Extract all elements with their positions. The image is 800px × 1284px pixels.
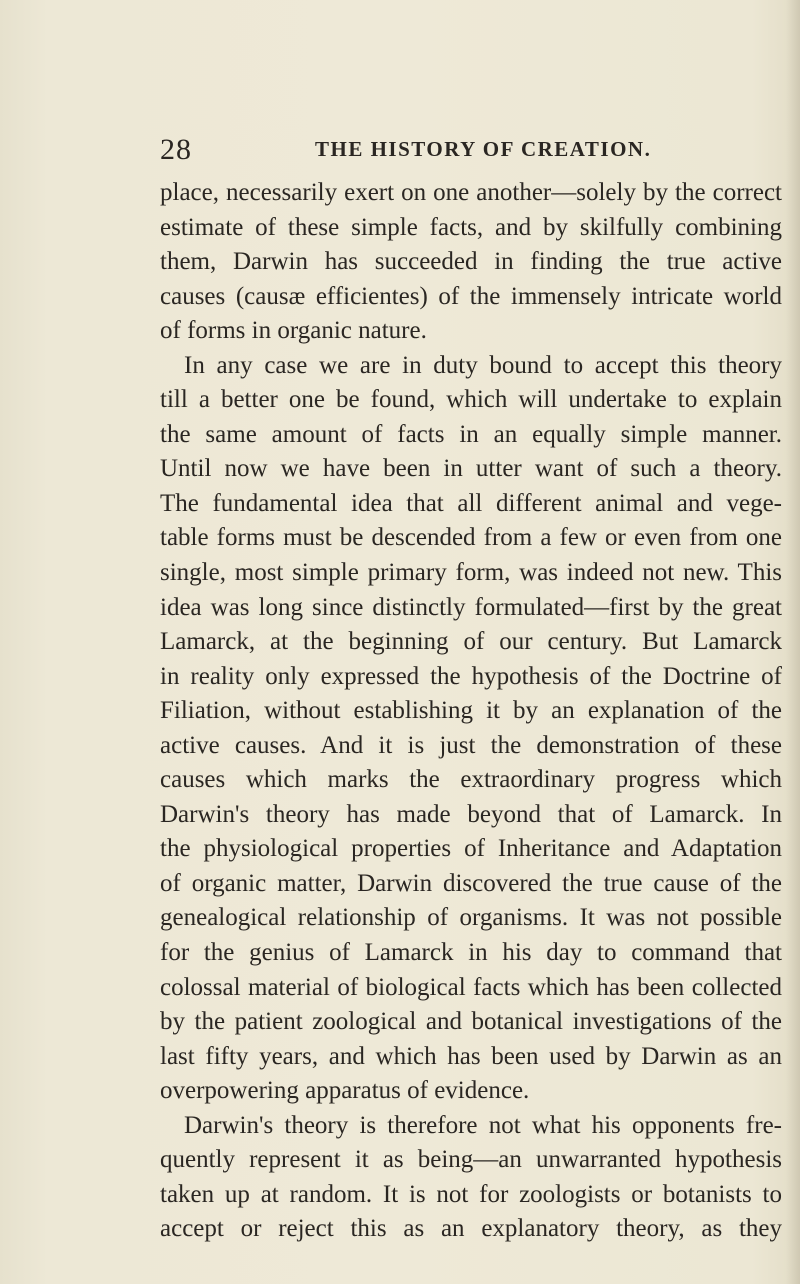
text-line: colossal material of biological facts which has been collected — [160, 973, 782, 1001]
text-line: by the patient zoological and botanical investigations of the — [160, 1008, 782, 1036]
page-edge-shadow — [786, 0, 800, 1284]
text-line: active causes. And it is just the demonstration of these — [160, 731, 782, 759]
text-line: table forms must be descended from a few or even from one — [160, 524, 782, 552]
text-line: them, Darwin has succeeded in finding the true active — [160, 248, 782, 276]
text-line: of organic matter, Darwin discovered the true cause of the — [160, 869, 782, 897]
page-number: 28 — [160, 133, 192, 166]
text-line: Darwin's theory is therefore not what his opponents fre- — [184, 1111, 782, 1139]
text-line: In any case we are in duty bound to accept this theory — [184, 351, 782, 379]
page-header — [160, 133, 780, 169]
text-line: place, necessarily exert on one another—solely by the correct — [160, 179, 782, 206]
text-line: for the genius of Lamarck in his day to command that — [160, 939, 782, 967]
text-line: Filiation, without establishing it by an explanation of the — [160, 697, 782, 725]
text-line: overpowering apparatus of evidence. — [160, 1077, 530, 1105]
text-line: taken up at random. It is not for zoologists or botanists to — [160, 1180, 782, 1208]
text-line: till a better one be found, which will undertake to explain — [160, 386, 782, 414]
text-line: Lamarck, at the beginning of our century. But Lamarck — [160, 628, 782, 656]
text-line: Darwin's theory has made beyond that of Lamarck. In — [160, 800, 782, 828]
body-text — [160, 176, 782, 1247]
text-line: in reality only expressed the hypothesis of the Doctrine of — [160, 662, 782, 690]
text-line: estimate of these simple facts, and by skilfully combining — [160, 213, 782, 241]
text-line: idea was long since distinctly formulated—first by the great — [160, 593, 782, 621]
text-line: causes (causæ efficientes) of the immensely intricate world — [160, 282, 782, 310]
text-line: Until now we have been in utter want of such a theory. — [160, 455, 782, 483]
text-line: quently represent it as being—an unwarranted hypothesis — [160, 1146, 782, 1174]
text-line: last fifty years, and which has been used by Darwin as an — [160, 1042, 782, 1070]
text-line: causes which marks the extraordinary progress which — [160, 766, 782, 794]
text-line: single, most simple primary form, was indeed not new. This — [160, 559, 782, 587]
text-line: The fundamental idea that all different animal and vege- — [160, 489, 782, 517]
text-line: the physiological properties of Inheritance and Adaptation — [160, 835, 782, 863]
text-line: of forms in organic nature. — [160, 317, 427, 345]
running-head: THE HISTORY OF CREATION. — [315, 137, 652, 161]
text-line: accept or reject this as an explanatory theory, as they — [160, 1215, 782, 1243]
text-line: genealogical relationship of organisms. It was not possible — [160, 904, 782, 932]
text-line: the same amount of facts in an equally simple manner. — [160, 420, 782, 448]
